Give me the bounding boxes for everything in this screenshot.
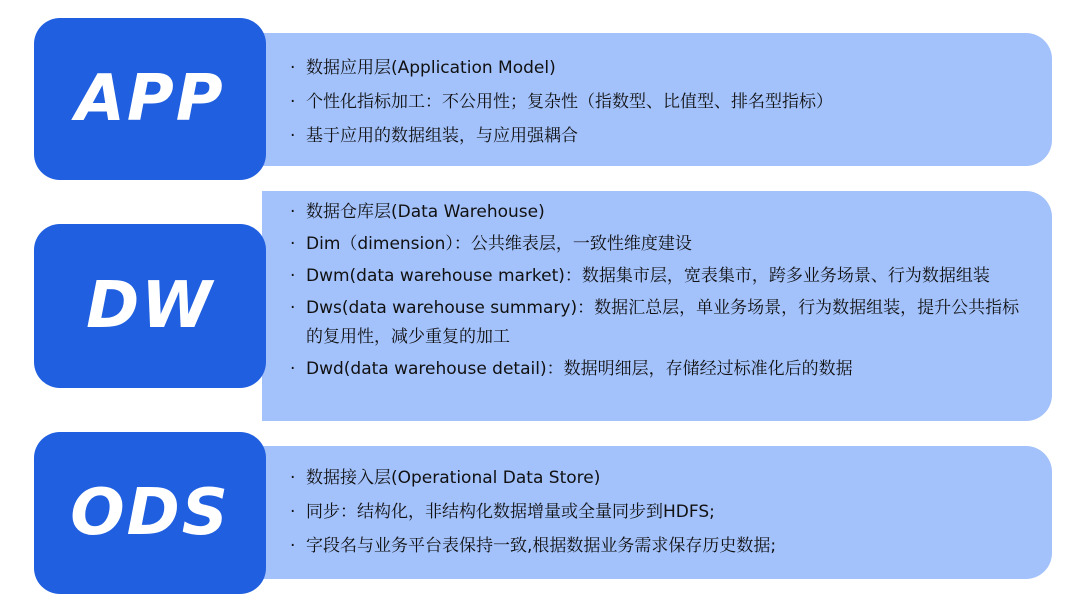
app-item-2: · 个性化指标加工：不公用性；复杂性（指数型、比值型、排名型指标） <box>290 87 1030 118</box>
app-item-1: · 数据应用层(Application Model) <box>290 53 1030 84</box>
dw-item-1: · 数据仓库层(Data Warehouse) <box>290 198 1030 227</box>
ods-layer-tile: ODS <box>34 432 266 594</box>
ods-item-1: · 数据接入层(Operational Data Store) <box>290 463 1030 494</box>
dw-layer-tile: DW <box>34 224 266 388</box>
ods-item-2: · 同步：结构化，非结构化数据增量或全量同步到HDFS; <box>290 497 1030 528</box>
app-layer-items <box>290 53 1030 152</box>
ods-layer-items <box>290 463 1030 562</box>
dw-item-4: · Dws(data warehouse summary)：数据汇总层，单业务场景，行为数据组装，提升公共指标的复用性，减少重复的加工 <box>290 294 1030 352</box>
ods-item-3: · 字段名与业务平台表保持一致,根据数据业务需求保存历史数据; <box>290 531 1030 562</box>
app-layer-tile: APP <box>34 18 266 180</box>
app-item-3: · 基于应用的数据组装，与应用强耦合 <box>290 121 1030 152</box>
dw-item-5: · Dwd(data warehouse detail)：数据明细层，存储经过标准化后的数据 <box>290 355 1030 384</box>
dw-item-3: · Dwm(data warehouse market)：数据集市层，宽表集市，跨多业务场景、行为数据组装 <box>290 262 1030 291</box>
dw-layer-items <box>290 198 1030 384</box>
dw-item-2: · Dim（dimension）：公共维表层，一致性维度建设 <box>290 230 1030 259</box>
